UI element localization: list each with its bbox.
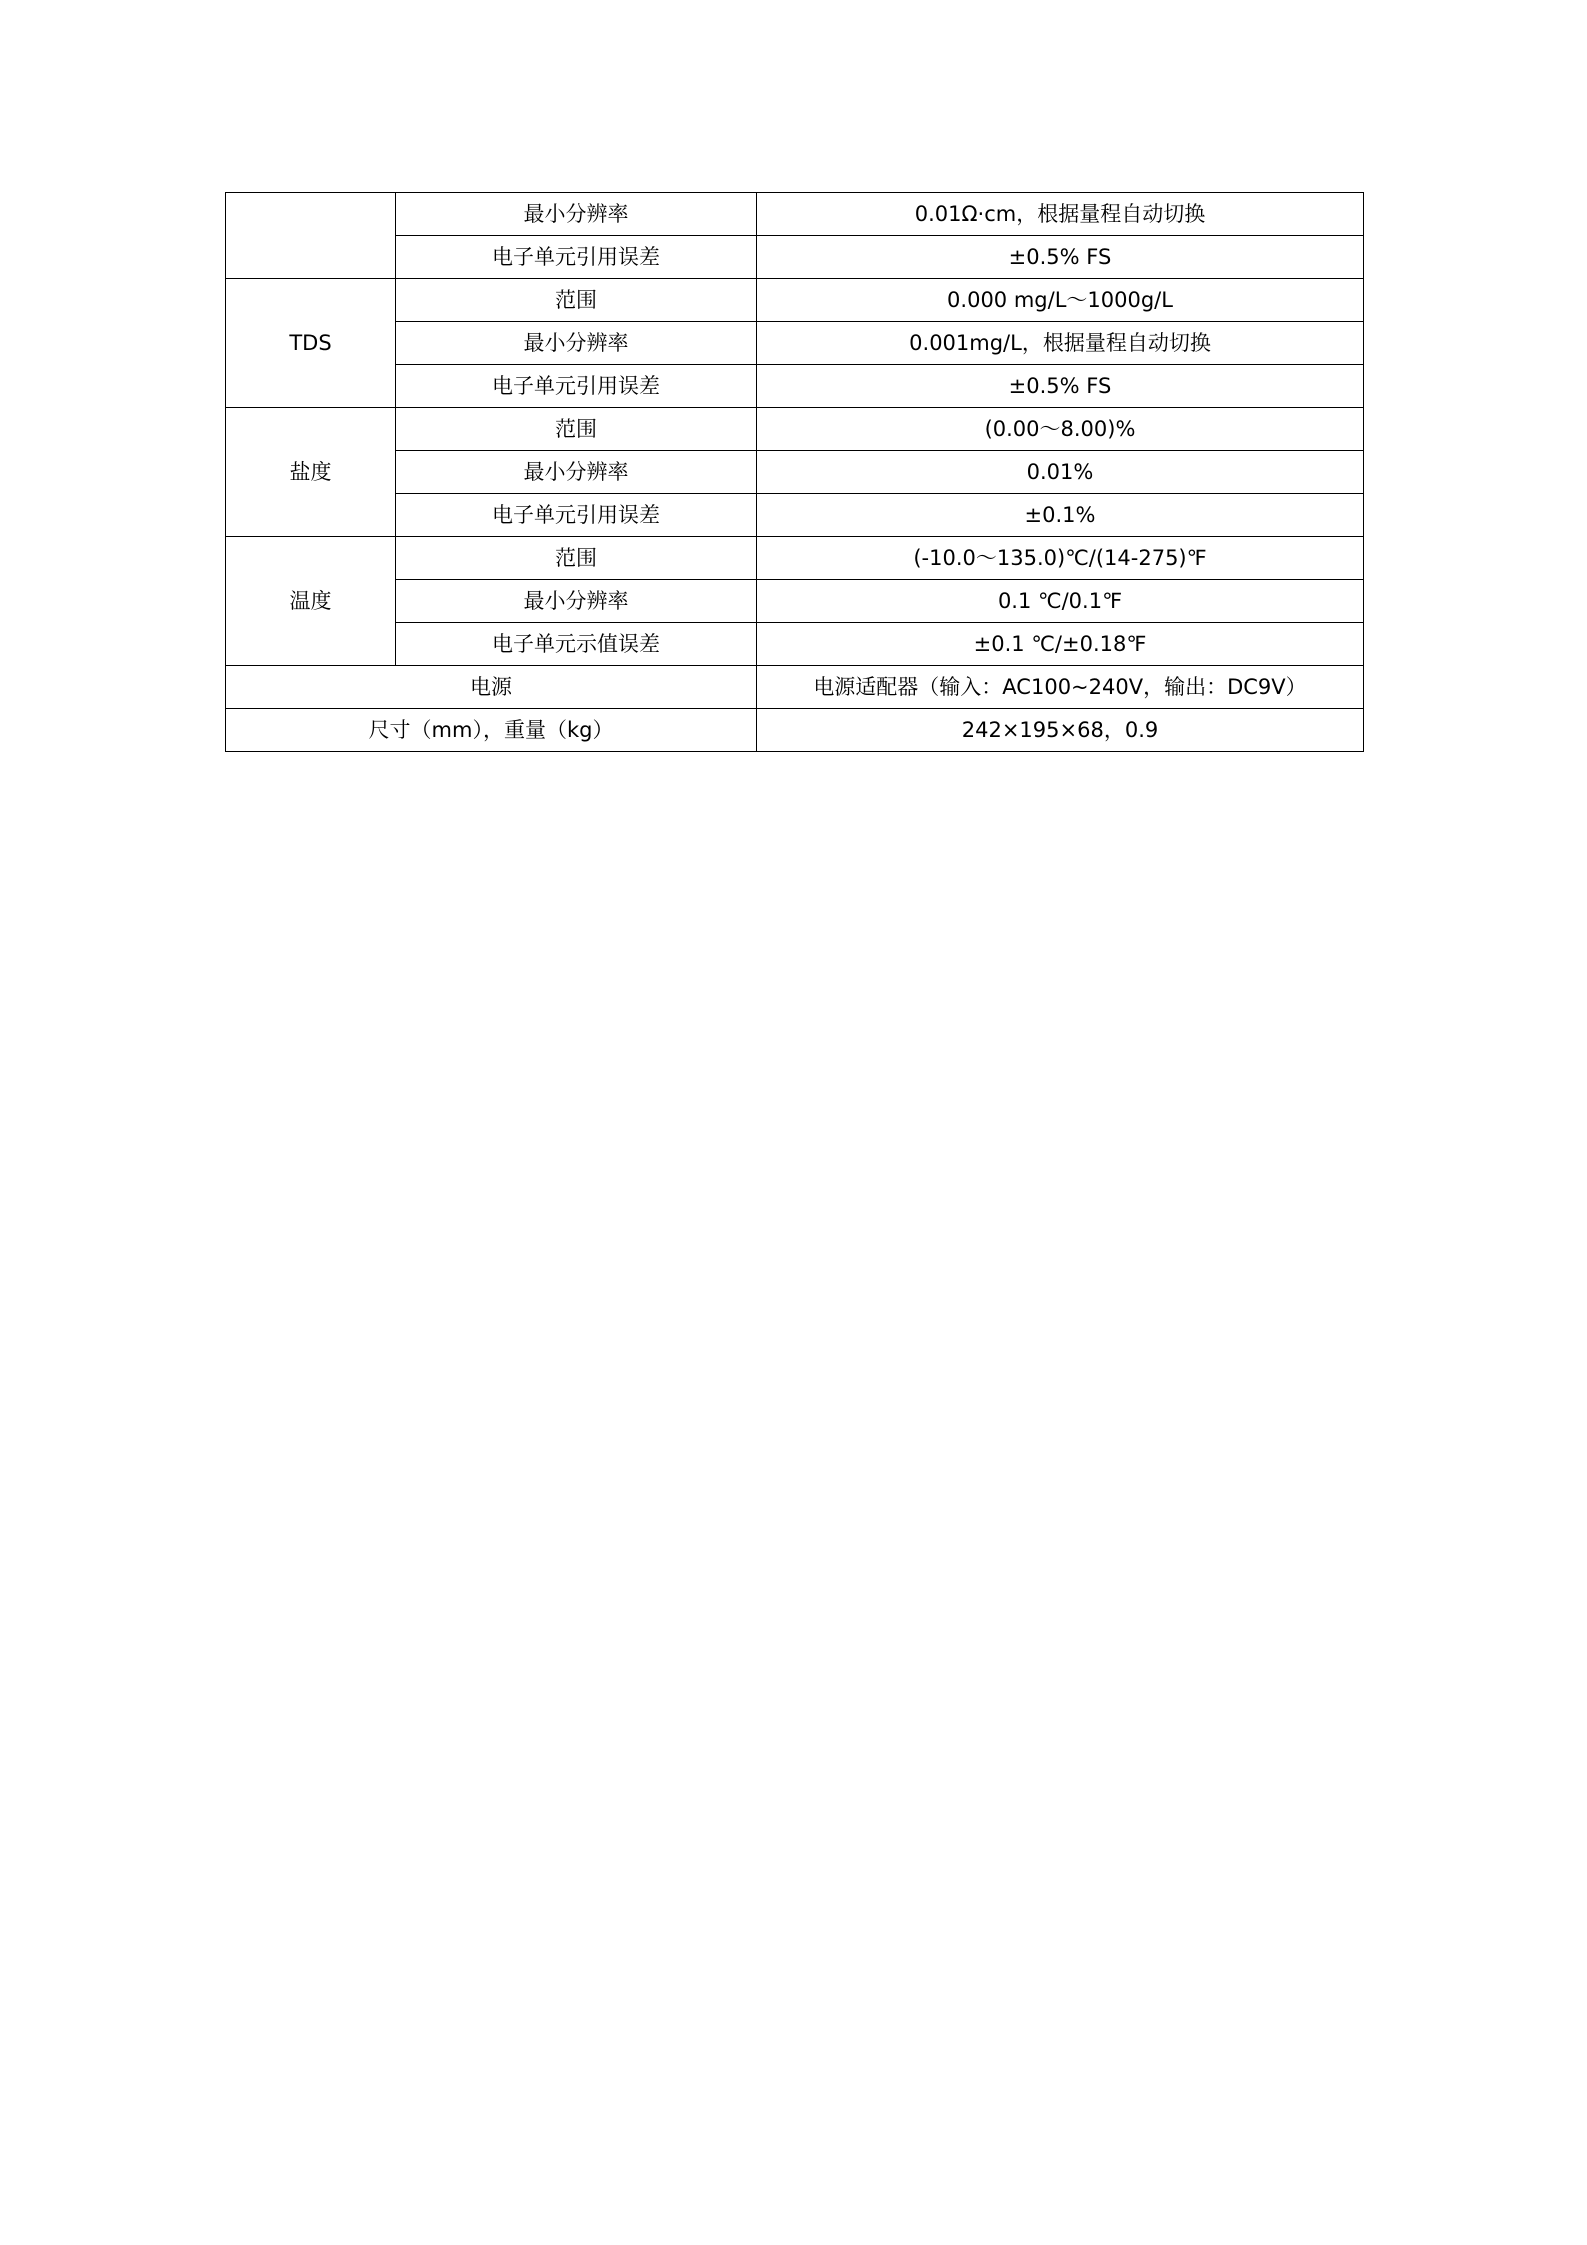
item-cell: 范围	[396, 279, 757, 322]
spec-table	[225, 192, 1364, 752]
item-cell: 电子单元引用误差	[396, 236, 757, 279]
item-cell: 电子单元示值误差	[396, 623, 757, 666]
item-cell: 范围	[396, 537, 757, 580]
item-cell: 最小分辨率	[396, 322, 757, 365]
table-row	[226, 236, 1364, 279]
group-cell-empty	[226, 193, 396, 279]
value-cell: (0.00～8.00)%	[757, 408, 1364, 451]
size-weight-label-cell: 尺寸（mm），重量（kg）	[226, 709, 757, 752]
item-cell: 最小分辨率	[396, 193, 757, 236]
table-row	[226, 580, 1364, 623]
table-row	[226, 623, 1364, 666]
value-cell: 0.1 ℃/0.1℉	[757, 580, 1364, 623]
value-cell: 0.01Ω·cm，根据量程自动切换	[757, 193, 1364, 236]
group-cell-salinity: 盐度	[226, 408, 396, 537]
value-cell: ±0.1%	[757, 494, 1364, 537]
item-cell: 最小分辨率	[396, 451, 757, 494]
group-cell-temperature: 温度	[226, 537, 396, 666]
value-cell: 0.01%	[757, 451, 1364, 494]
item-cell: 范围	[396, 408, 757, 451]
table-row	[226, 494, 1364, 537]
table-row	[226, 193, 1364, 236]
value-cell: 242×195×68，0.9	[757, 709, 1364, 752]
value-cell: 0.001mg/L，根据量程自动切换	[757, 322, 1364, 365]
value-cell: 0.000 mg/L～1000g/L	[757, 279, 1364, 322]
value-cell: ±0.5% FS	[757, 236, 1364, 279]
value-cell: (-10.0～135.0)℃/(14-275)℉	[757, 537, 1364, 580]
table-row	[226, 709, 1364, 752]
item-cell: 电子单元引用误差	[396, 494, 757, 537]
value-cell: 电源适配器（输入：AC100~240V，输出：DC9V）	[757, 666, 1364, 709]
table-row	[226, 408, 1364, 451]
group-cell-tds: TDS	[226, 279, 396, 408]
power-label-cell: 电源	[226, 666, 757, 709]
table-row	[226, 666, 1364, 709]
item-cell: 最小分辨率	[396, 580, 757, 623]
table-row	[226, 537, 1364, 580]
item-cell: 电子单元引用误差	[396, 365, 757, 408]
table-row	[226, 365, 1364, 408]
value-cell: ±0.1 ℃/±0.18℉	[757, 623, 1364, 666]
table-row	[226, 322, 1364, 365]
table-row	[226, 279, 1364, 322]
table-row	[226, 451, 1364, 494]
value-cell: ±0.5% FS	[757, 365, 1364, 408]
